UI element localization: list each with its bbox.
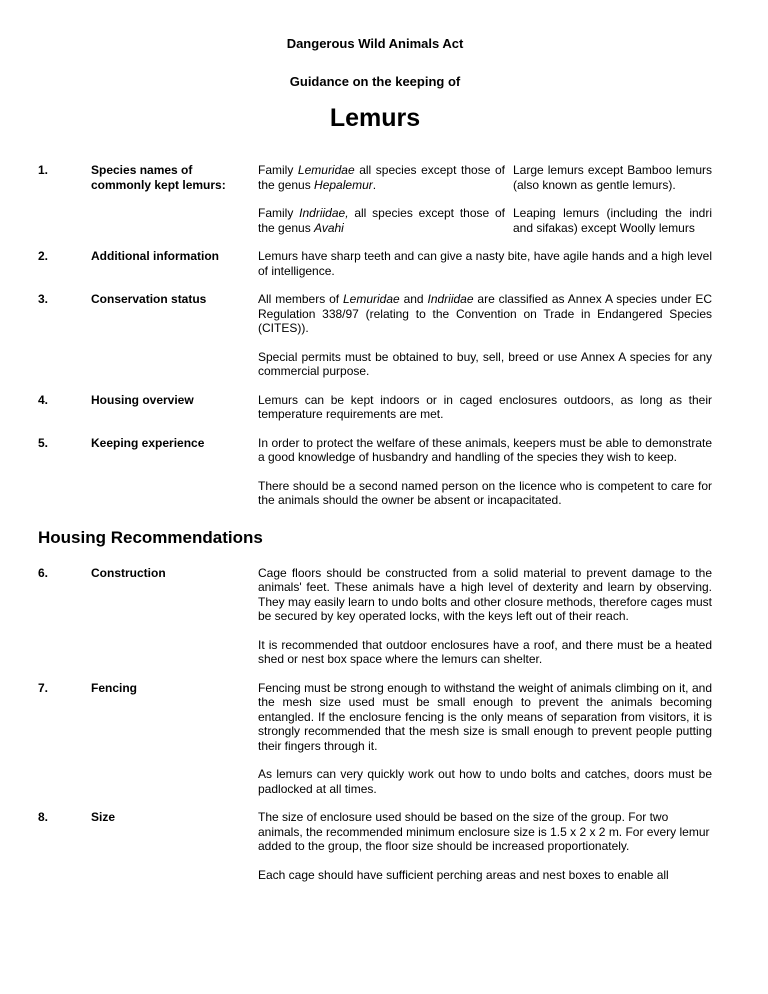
item-paragraph: Lemurs can be kept indoors or in caged enclosures outdoors, as long as their temperature requirements are met. bbox=[258, 392, 712, 421]
item-body bbox=[258, 566, 712, 681]
species-common-name-indriidae: Leaping lemurs (including the indri and sifakas) except Woolly lemurs bbox=[513, 206, 712, 235]
text-segment: all species except those of the genus bbox=[258, 206, 505, 235]
housing-recommendations-heading: Housing Recommendations bbox=[38, 527, 263, 547]
item-paragraph: Fencing must be strong enough to withstand the weight of animals climbing on it, and the mesh size used must be small enough to prevent the animals becoming entangled. If the enclosure fencing is the only means of separation from visitors, it is strongly recommended that the mesh size is small enough to prevent people putting their fingers through it. bbox=[258, 680, 712, 753]
italic-term: Avahi bbox=[314, 220, 344, 235]
italic-term: Hepalemur bbox=[314, 177, 373, 192]
item-label: Conservation status bbox=[91, 292, 207, 306]
item-number: 8. bbox=[38, 810, 49, 824]
guidance-subtitle: Guidance on the keeping of bbox=[289, 74, 461, 89]
item-label: Additional information bbox=[91, 249, 219, 263]
item-paragraph: The size of enclosure used should be based on the size of the group. For two animals, the recommended minimum enclosure size is 1.5 x 2 x 2 m. For every lemur added to the group, the floor size should be increased proportionately. bbox=[258, 810, 710, 853]
item-housing-overview bbox=[38, 393, 712, 436]
item-fencing bbox=[38, 681, 712, 811]
item-number: 7. bbox=[38, 680, 49, 695]
italic-term: Indriidae, bbox=[299, 206, 349, 220]
item-number: 1. bbox=[38, 163, 49, 177]
item-number: 4. bbox=[38, 392, 49, 407]
item-paragraph: Special permits must be obtained to buy, sell, breed or use Annex A species for any commercial purpose. bbox=[258, 349, 712, 378]
species-family-indriidae bbox=[258, 206, 505, 235]
text-segment: and bbox=[399, 292, 428, 306]
item-body bbox=[258, 393, 712, 436]
item-size bbox=[38, 810, 712, 896]
italic-term: Lemuridae bbox=[297, 163, 355, 177]
species-common-name-lemuridae: Large lemurs except Bamboo lemurs (also known as gentle lemurs). bbox=[513, 163, 712, 192]
item-construction bbox=[38, 566, 712, 681]
item-label: Housing overview bbox=[91, 392, 194, 407]
item-species-names bbox=[38, 163, 712, 249]
species-row-lemuridae bbox=[258, 163, 712, 206]
item-paragraph: As lemurs can very quickly work out how to undo bolts and catches, doors must be padlocked at all times. bbox=[258, 767, 712, 796]
text-segment: all species except those of the genus bbox=[258, 163, 505, 192]
item-conservation-status bbox=[38, 292, 712, 393]
text-segment: Family bbox=[258, 206, 300, 220]
page-title: Lemurs bbox=[329, 104, 421, 132]
item-number: 2. bbox=[38, 249, 49, 263]
item-paragraph: Lemurs have sharp teeth and can give a nasty bite, have agile hands and a high level of intelligence. bbox=[258, 249, 712, 278]
text-segment: All members of bbox=[258, 292, 343, 306]
item-number: 5. bbox=[38, 435, 49, 450]
item-label: Size bbox=[91, 810, 116, 824]
italic-term: Lemuridae bbox=[343, 292, 400, 306]
item-paragraph bbox=[258, 292, 712, 336]
item-paragraph: Each cage should have sufficient perching areas and nest boxes to enable all bbox=[258, 867, 669, 882]
act-title: Dangerous Wild Animals Act bbox=[286, 36, 464, 51]
text-segment: are classified as Annex A species under EC Regulation 338/97 (relating to the Convention on Trade in Endangered Species (CITES)). bbox=[258, 292, 712, 335]
item-label: Fencing bbox=[91, 680, 138, 695]
text-segment: . bbox=[372, 177, 377, 192]
item-additional-information bbox=[38, 249, 712, 292]
item-label: Species names of commonly kept lemurs: bbox=[91, 163, 226, 192]
species-family-lemuridae bbox=[258, 163, 505, 192]
item-keeping-experience bbox=[38, 436, 712, 522]
item-body bbox=[258, 436, 712, 522]
item-paragraph: There should be a second named person on the licence who is competent to care for the animals should the owner be absent or incapacitated. bbox=[258, 478, 712, 507]
item-number: 3. bbox=[38, 292, 49, 306]
item-body bbox=[258, 249, 712, 292]
item-body bbox=[258, 810, 712, 896]
species-row-indriidae bbox=[258, 206, 712, 249]
item-body bbox=[258, 292, 712, 393]
item-label: Construction bbox=[91, 565, 166, 580]
item-paragraph: Cage floors should be constructed from a solid material to prevent damage to the animals' feet. These animals have a high level of dexterity and learn by observing. They may easily learn to undo bolts and other closure methods, therefore cages must be secured by key operated locks, with the keys left out of their reach. bbox=[258, 565, 712, 623]
item-number: 6. bbox=[38, 565, 49, 580]
italic-term: Indriidae bbox=[427, 292, 474, 306]
item-body bbox=[258, 681, 712, 811]
document-header bbox=[38, 36, 712, 133]
item-label: Keeping experience bbox=[91, 435, 205, 450]
item-paragraph: In order to protect the welfare of these animals, keepers must be able to demonstrate a good knowledge of husbandry and handling of the species they wish to keep. bbox=[258, 435, 712, 464]
text-segment: Family bbox=[258, 163, 298, 177]
item-body bbox=[258, 163, 712, 249]
item-paragraph: It is recommended that outdoor enclosures have a roof, and there must be a heated shed or nest box space where the lemurs can shelter. bbox=[258, 637, 712, 666]
